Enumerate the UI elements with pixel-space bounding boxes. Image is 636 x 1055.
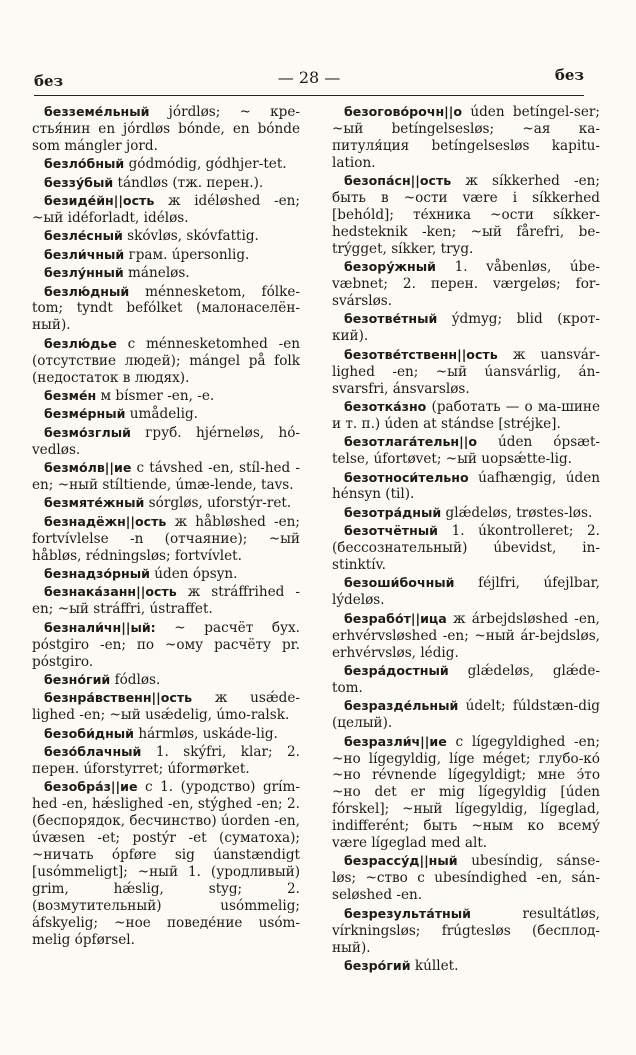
dictionary-entry — [332, 399, 600, 433]
entry-definition: ж uansvár-lighed -en; ~ый úansvárlig, án-svarsfri, ánsvarsløs. — [332, 346, 601, 397]
entry-definition: с ménnesketomhed -en (отсутствие людей); mángel på folk (недостаток в людях). — [32, 335, 301, 386]
dictionary-entry — [332, 663, 600, 697]
dictionary-entry — [32, 425, 300, 459]
entry-headword: безотноси́тельно — [344, 469, 469, 485]
entry-headword: безопа́сн||ость — [344, 173, 452, 189]
entry-definition: údelt; fúldstæn-dig (целый). — [332, 698, 600, 732]
dictionary-entry — [332, 575, 600, 609]
entry-definition: úden ópsyn. — [154, 566, 238, 583]
dictionary-entry — [32, 247, 300, 264]
entry-definition: úafhængig, úden hénsyn (til). — [332, 469, 601, 503]
entry-headword: безоши́бочный — [344, 575, 455, 591]
dictionary-entry — [332, 259, 600, 310]
entry-headword: безотве́тственн||ость — [344, 346, 498, 362]
entry-definition: груб. hjérneløs, hó-vedløs. — [32, 424, 300, 458]
dictionary-entry — [32, 175, 300, 192]
dictionary-entry — [32, 156, 300, 173]
dictionary-entry — [32, 284, 300, 335]
entry-headword: безоби́дный — [44, 725, 135, 741]
entry-definition: с 1. (уродство) grím-hed -en, hǽslighed -en, stýghed -en; 2. (беспорядок, бесчинство) úorden -en, úvæsen -et; postýr -et (суматоха); ~ничать ópføre sig úanstændigt [usómmeligt]; ~ный 1. (уродливый) grim, hǽslig, styg; 2. (возмутительный) usómmelig; áfskyelig; ~ное поведе́ние usóm-melig ópførsel. — [32, 779, 300, 948]
entry-headword: безнака́занн||ость — [44, 584, 177, 600]
dictionary-entry — [32, 584, 300, 618]
entry-definition: с lígegyldighed -en; ~но lígegyldig, líge méget; глубо-ко́ ~но révnende lígegyldigt; мне э́то ~но det er mig lígegyldig [úden fórskel]; ~ный lígegyldig, lígeglad, indifferént; быть ~ным ко всему́ være lígeglad med alt. — [332, 733, 600, 852]
dictionary-entry — [332, 853, 600, 904]
entry-headword: безме́н — [44, 388, 97, 403]
entry-definition: kúllet. — [414, 957, 459, 974]
entry-definition: fódløs. — [114, 672, 161, 688]
entry-definition: ýdmyg; blid (крот-кий). — [332, 311, 600, 345]
entry-definition: ж håbløshed -en; fortvívlelse -n (отчаяние); ~ый håbløs, rédningsløs; fortvívlet. — [32, 513, 300, 564]
entry-definition: ж árbejdsløshed -en, erhvérvsløshed -en; ~ный ár-bejdsløs, erhvérvsløs, lédig. — [332, 610, 600, 661]
entry-headword: безнадзо́рный — [44, 566, 150, 582]
entry-headword: безрабо́т||ица — [344, 610, 447, 626]
entry-definition: umådelig. — [129, 406, 198, 423]
entry-definition: hármløs, uskáde-lig. — [138, 725, 278, 742]
entry-headword: безнра́вственн||ость — [44, 690, 193, 706]
dictionary-entry — [32, 620, 300, 671]
entry-headword: безотра́дный — [344, 504, 442, 520]
header-right-guideword: без — [554, 66, 584, 84]
dictionary-entry — [32, 566, 300, 583]
entry-definition: úden ópsæt-telse, úfortøvet; ~ый uopsǽtte-lig. — [332, 434, 600, 468]
entry-definition: грам. úpersonlig. — [128, 246, 250, 263]
entry-headword: безотка́зно — [344, 398, 427, 414]
entry-headword: безло́бный — [44, 156, 125, 172]
entry-headword: безнали́чн||ый: — [44, 619, 156, 635]
entry-definition: féjlfri, úfejlbar, lýdeløs. — [332, 575, 600, 609]
dictionary-entry — [332, 906, 600, 957]
entry-headword: безлу́нный — [44, 265, 124, 281]
dictionary-entry — [32, 726, 300, 743]
entry-headword: безотлага́тельн||о — [344, 434, 477, 450]
dictionary-entry — [32, 779, 300, 948]
dictionary-entry — [332, 173, 600, 258]
entry-headword: безо́блачный — [44, 744, 142, 760]
dictionary-entry — [32, 744, 300, 778]
dictionary-entry — [332, 470, 600, 504]
entry-headword: безмо́зглый — [44, 424, 131, 440]
entry-definition: tándløs (тж. перен.). — [117, 174, 264, 191]
page-header — [34, 66, 584, 96]
entry-definition: gódmódig, gódhjer-tet. — [128, 156, 287, 173]
entry-headword: безотве́тный — [344, 311, 438, 327]
header-left-guideword: без — [34, 72, 64, 90]
entry-headword: безра́достный — [344, 663, 449, 678]
dictionary-entry — [32, 406, 300, 423]
entry-definition: ubesíndig, sánse-løs; ~ство с ubesíndighed -en, sán-seløshed -en. — [332, 853, 600, 904]
dictionary-entry — [32, 104, 300, 155]
dictionary-entry — [32, 228, 300, 245]
entry-definition: 1. úkontrolleret; 2. (бессознательный) úbevidst, in-stinktív. — [332, 523, 600, 574]
entry-definition: glǽdeløs, glǽde-tom. — [332, 663, 601, 696]
entry-headword: беззу́бый — [44, 174, 114, 190]
dictionary-entry — [332, 958, 600, 975]
entry-definition: sórgløs, uforstýr-ret. — [148, 495, 292, 512]
entry-definition: úden betíngel-ser; ~ый betíngelsesløs; ~ая ка-питуля́ция betíngelsesløs kapitu-lation. — [332, 104, 600, 171]
entry-definition: ж usǽde-lighed -en; ~ый usǽdelig, úmo-ralsk. — [32, 690, 300, 724]
dictionary-entry — [332, 611, 600, 662]
dictionary-entry — [332, 734, 600, 852]
entry-headword: безотчётный — [344, 523, 439, 539]
entry-definition: 1. skýfri, klar; 2. перен. úforstyrret; úformørket. — [32, 744, 300, 778]
dictionary-entry — [32, 672, 300, 689]
entry-definition: resultátløs, vírkningsløs; frúgtesløs (бесплод-ный). — [332, 905, 600, 956]
dictionary-entry — [32, 388, 300, 405]
dictionary-entry — [332, 347, 600, 398]
dictionary-entry — [332, 434, 600, 468]
entry-headword: безрезульта́тный — [344, 905, 471, 921]
entry-definition: glǽdeløs, trøstes-løs. — [445, 504, 593, 521]
page-number: — 28 — — [277, 68, 341, 87]
entry-definition: jórdløs; ~ кре-стья́нин en jórdløs bónde, en bónde som mángler jord. — [32, 104, 300, 154]
entry-headword: безору́жный — [344, 259, 436, 275]
header-rule — [34, 95, 584, 96]
dictionary-entry — [32, 460, 300, 494]
entry-headword: безле́сный — [44, 228, 123, 244]
dictionary-entry — [32, 265, 300, 282]
dictionary-entry — [332, 104, 600, 172]
entry-definition: skóvløs, skóvfattig. — [127, 228, 259, 245]
entry-definition: ~ расчёт бух. póstgiro -en; по ~ому расчёту pr. póstgiro. — [32, 619, 300, 670]
entry-definition: ж stráffrihed -en; ~ый stráffri, ústraffet. — [32, 584, 300, 618]
dictionary-entry — [332, 698, 600, 732]
dictionary-entry — [32, 514, 300, 565]
entry-headword: безме́рный — [44, 406, 126, 422]
entry-headword: безобра́з||ие — [44, 779, 138, 795]
entry-headword: безрассу́д||ный — [344, 853, 458, 869]
entry-headword: безли́чный — [44, 246, 125, 262]
dictionary-entry — [32, 193, 300, 227]
entry-definition: ж idéløshed -en; ~ый idéforladt, idéløs. — [32, 193, 300, 226]
entry-definition: м bísmer -en, -e. — [100, 388, 215, 404]
entry-headword: безно́гий — [44, 672, 111, 687]
entry-headword: безлю́дный — [44, 283, 130, 299]
entry-headword: безмяте́жный — [44, 495, 145, 511]
entry-definition: ménnesketom, fólke-tom; tyndt befólket (малонаселён-ный). — [32, 283, 300, 334]
entry-headword: безмо́лв||ие — [44, 460, 132, 476]
dictionary-entry — [332, 311, 600, 345]
dictionary-entry — [32, 690, 300, 724]
dictionary-entry — [332, 523, 600, 574]
right-column — [332, 104, 600, 976]
dictionary-entry — [32, 336, 300, 387]
entry-headword: безлю́дье — [44, 335, 117, 351]
dictionary-entry — [32, 495, 300, 512]
entry-definition: 1. våbenløs, úbe-væbnet; 2. перен. værgeløs; for-svársløs. — [332, 259, 600, 309]
entry-definition: ж síkkerhed -en; быть в ~ости være i síkkerhed [behóld]; те́хника ~ости síkker-hedsteknik -ken; ~ый fårefri, be-trýgget, síkker, tryg. — [332, 173, 600, 257]
entry-headword: безогово́рочн||о — [344, 104, 463, 119]
entry-headword: безразли́ч||ие — [344, 733, 447, 749]
entry-headword: безро́гий — [344, 957, 411, 973]
entry-headword: безразде́льный — [344, 698, 459, 714]
left-column — [32, 104, 300, 950]
entry-definition: с távshed -en, stíl-hed -en; ~ный stíltiende, úmæ-lende, tavs. — [32, 460, 300, 494]
entry-headword: безиде́йн||ость — [44, 193, 155, 209]
entry-definition: máneløs. — [128, 265, 190, 282]
entry-definition: (работать — о ма-шине и т. п.) úden at stándse [stréjke]. — [332, 398, 600, 432]
dictionary-entry — [332, 505, 600, 522]
entry-headword: безнадёжн||ость — [44, 513, 167, 529]
entry-headword: безземе́льный — [44, 104, 150, 119]
